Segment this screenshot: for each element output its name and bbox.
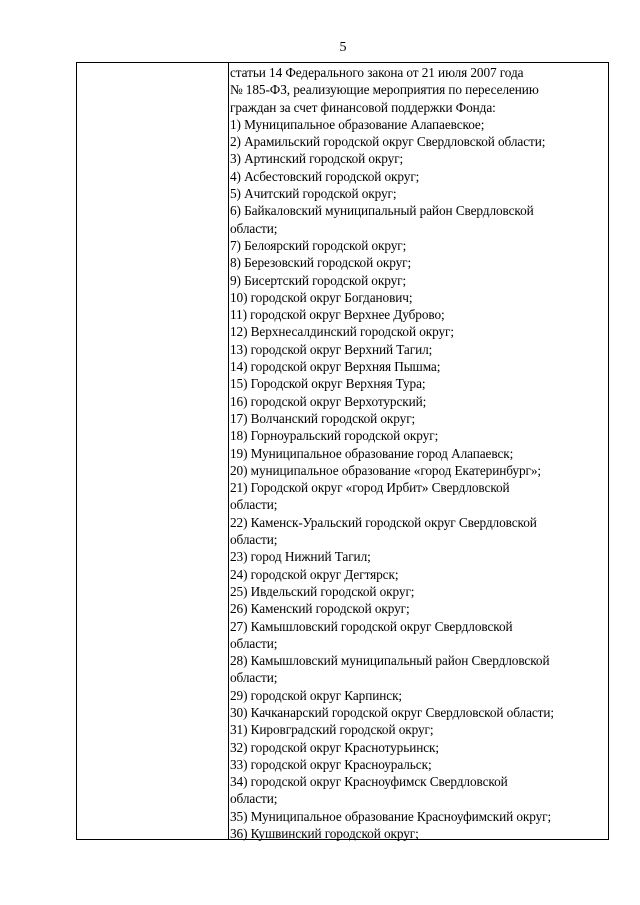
document-table	[76, 62, 609, 840]
text-line: 35) Муниципальное образование Красноуфимский округ;	[230, 808, 552, 824]
text-line: области;	[230, 532, 278, 548]
text-line: 23) город Нижний Тагил;	[230, 549, 371, 565]
text-line: 19) Муниципальное образование город Алапаевск;	[230, 445, 514, 461]
text-line: 4) Асбестовский городской округ;	[230, 168, 420, 184]
table-left-column	[77, 63, 229, 839]
text-line: 32) городской округ Краснотурьинск;	[230, 739, 439, 755]
text-line: 34) городской округ Красноуфимск Свердловской	[230, 774, 508, 790]
text-line: области;	[230, 670, 278, 686]
text-line: 15) Городской округ Верхняя Тура;	[230, 376, 426, 392]
text-line: 20) муниципальное образование «город Екатеринбург»;	[230, 462, 542, 478]
text-line: области;	[230, 220, 278, 236]
table-right-column	[229, 63, 608, 842]
text-line: 7) Белоярский городской округ;	[230, 237, 407, 253]
text-line: 5) Ачитский городской округ;	[230, 186, 397, 202]
text-line: 31) Кировградский городской округ;	[230, 722, 434, 738]
text-line: граждан за счет финансовой поддержки Фонда:	[230, 99, 496, 115]
text-line: 13) городской округ Верхний Тагил;	[230, 341, 433, 357]
text-line: области;	[230, 791, 278, 807]
text-line: 33) городской округ Красноуральск;	[230, 756, 432, 772]
page-number: 5	[339, 40, 347, 55]
text-line: 24) городской округ Дегтярск;	[230, 566, 399, 582]
text-line: 17) Волчанский городской округ;	[230, 410, 416, 426]
text-line: 28) Камышловский муниципальный район Свердловской	[230, 653, 550, 669]
text-line: 10) городской округ Богданович;	[230, 289, 413, 305]
text-line: области;	[230, 635, 278, 651]
text-line: 16) городской округ Верхотурский;	[230, 393, 427, 409]
text-line: 30) Качканарский городской округ Свердловской области;	[230, 704, 554, 720]
text-line: 22) Каменск-Уральский городской округ Свердловской	[230, 514, 537, 530]
text-line: 27) Камышловский городской округ Свердловской	[230, 618, 513, 634]
text-line: статьи 14 Федерального закона от 21 июля 2007 года	[230, 65, 524, 80]
text-line: 21) Городской округ «город Ирбит» Свердловской	[230, 480, 510, 496]
text-line: 9) Бисертский городской округ;	[230, 272, 407, 288]
text-line: 12) Верхнесалдинский городской округ;	[230, 324, 455, 340]
text-line: 11) городской округ Верхнее Дуброво;	[230, 307, 445, 323]
text-line: 3) Артинский городской округ;	[230, 151, 404, 167]
text-line: 1) Муниципальное образование Алапаевское;	[230, 116, 485, 132]
text-line: 8) Березовский городской округ;	[230, 255, 412, 271]
text-line: 18) Горноуральский городской округ;	[230, 428, 439, 444]
text-line: 29) городской округ Карпинск;	[230, 687, 403, 703]
text-line: 6) Байкаловский муниципальный район Свердловской	[230, 203, 534, 219]
text-line: 2) Арамильский городской округ Свердловской области;	[230, 134, 546, 150]
text-line: 14) городской округ Верхняя Пышма;	[230, 359, 441, 375]
text-line: области;	[230, 497, 278, 513]
text-line: № 185-ФЗ, реализующие мероприятия по переселению	[230, 82, 539, 98]
text-line: 25) Ивдельский городской округ;	[230, 583, 415, 599]
text-line: 26) Каменский городской округ;	[230, 601, 410, 617]
text-line: 36) Кушвинский городской округ;	[230, 826, 419, 842]
